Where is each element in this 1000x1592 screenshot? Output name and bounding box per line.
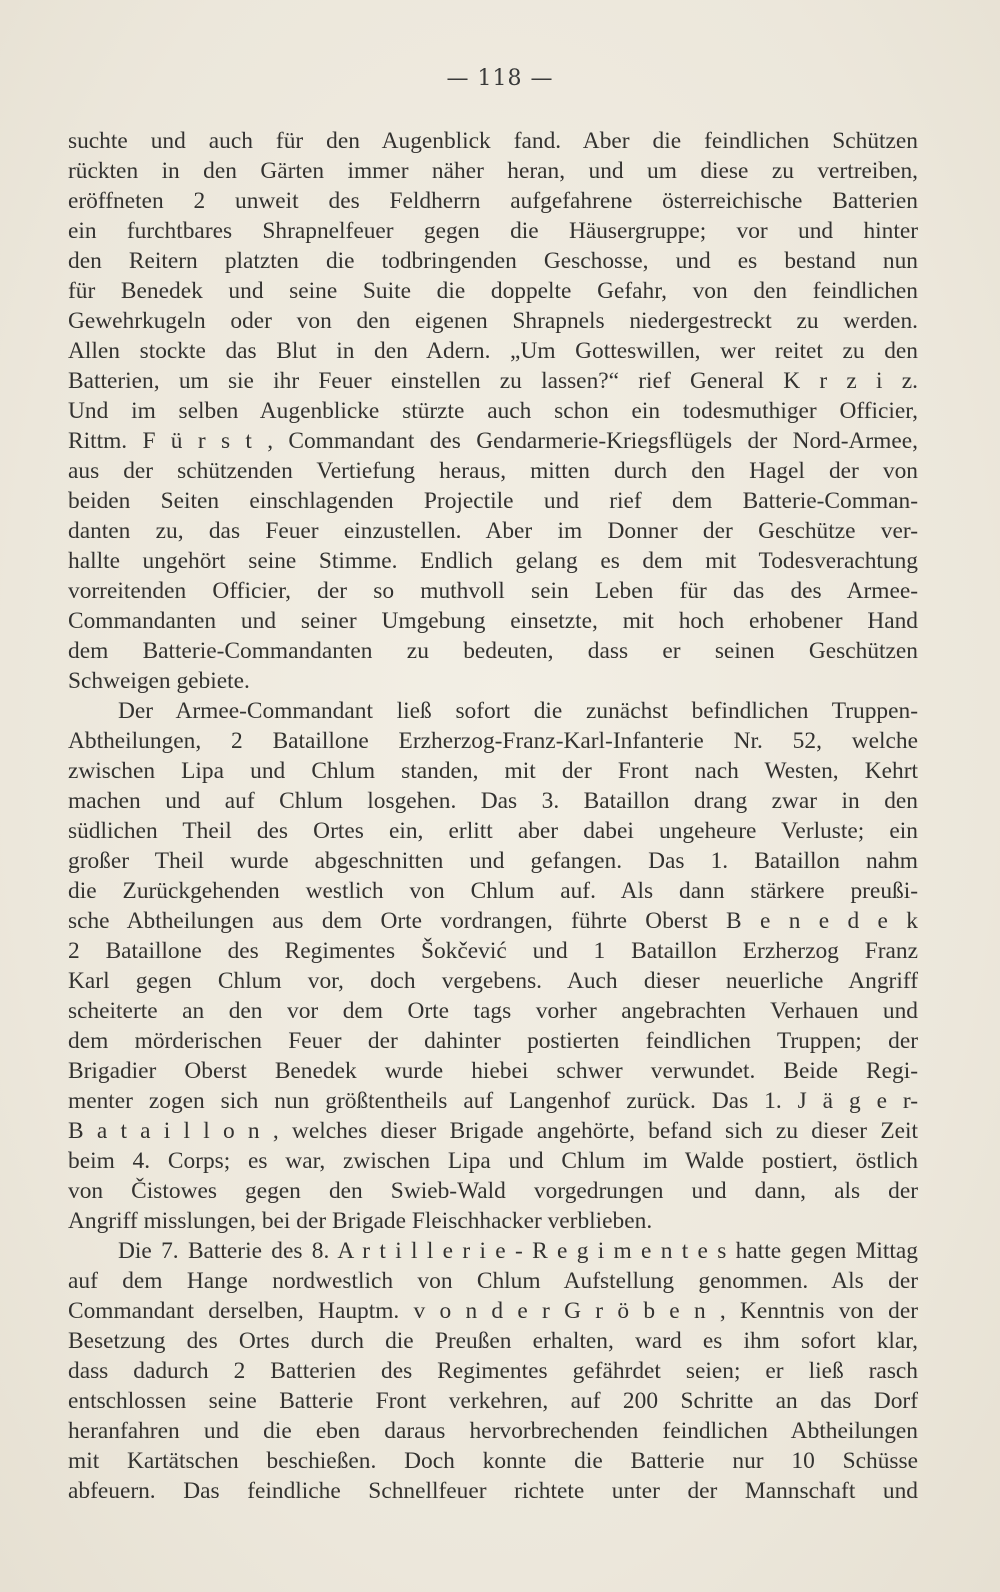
- text-line: ein furchtbares Shrapnelfeuer gegen die Häusergruppe; vor und hinter: [68, 218, 918, 244]
- text-line: menter zogen sich nun größtentheils auf Langenhof zurück. Das 1. J ä g e r-: [68, 1088, 918, 1114]
- text-line: Karl gegen Chlum vor, doch vergebens. Auch dieser neuerliche Angriff: [68, 968, 918, 994]
- text-line: die Zurückgehenden westlich von Chlum auf. Als dann stärkere preußi-: [68, 878, 918, 904]
- paragraph: [68, 126, 918, 696]
- text-line: B a t a i l l o n , welches dieser Brigade angehörte, befand sich zu dieser Zeit: [68, 1118, 918, 1144]
- text-line: Und im selben Augenblicke stürzte auch schon ein todesmuthiger Officier,: [68, 398, 918, 424]
- text-line: für Benedek und seine Suite die doppelte Gefahr, von den feindlichen: [68, 278, 918, 304]
- text-line: scheiterte an den vor dem Orte tags vorher angebrachten Verhauen und: [68, 998, 918, 1024]
- text-line: Rittm. F ü r s t , Commandant des Gendarmerie-Kriegsflügels der Nord-Armee,: [68, 428, 918, 454]
- text-line: Angriff misslungen, bei der Brigade Fleischhacker verblieben.: [68, 1208, 653, 1234]
- text-line: auf dem Hange nordwestlich von Chlum Aufstellung genommen. Als der: [68, 1268, 918, 1294]
- paragraph: [68, 1236, 918, 1506]
- body-text: [68, 126, 918, 1506]
- text-line: großer Theil wurde abgeschnitten und gefangen. Das 1. Bataillon nahm: [68, 848, 918, 874]
- text-line: vorreitenden Officier, der so muthvoll sein Leben für das des Armee-: [68, 578, 918, 604]
- text-line: Gewehrkugeln oder von den eigenen Shrapnels niedergestreckt zu werden.: [68, 308, 918, 334]
- text-line: suchte und auch für den Augenblick fand. Aber die feindlichen Schützen: [68, 128, 918, 154]
- text-line: Die 7. Batterie des 8. A r t i l l e r i e - R e g i m e n t e s hatte gegen Mittag: [118, 1238, 918, 1264]
- text-line: Schweigen gebiete.: [68, 668, 250, 694]
- page-number: — 118 —: [446, 66, 554, 91]
- text-line: dem mörderischen Feuer der dahinter postierten feindlichen Truppen; der: [68, 1028, 918, 1054]
- text-line: Besetzung des Ortes durch die Preußen erhalten, ward es ihm sofort klar,: [68, 1328, 918, 1354]
- text-line: sche Abtheilungen aus dem Orte vordrangen, führte Oberst B e n e d e k: [68, 908, 918, 934]
- text-line: Abtheilungen, 2 Bataillone Erzherzog-Franz-Karl-Infanterie Nr. 52, welche: [68, 728, 918, 754]
- text-line: dass dadurch 2 Batterien des Regimentes gefährdet seien; er ließ rasch: [68, 1358, 918, 1384]
- text-line: den Reitern platzten die todbringenden Geschosse, und es bestand nun: [68, 248, 918, 274]
- text-line: eröffneten 2 unweit des Feldherrn aufgefahrene österreichische Batterien: [68, 188, 918, 214]
- text-line: südlichen Theil des Ortes ein, erlitt aber dabei ungeheure Verluste; ein: [68, 818, 918, 844]
- text-line: rückten in den Gärten immer näher heran, und um diese zu vertreiben,: [68, 158, 918, 184]
- text-line: danten zu, das Feuer einzustellen. Aber im Donner der Geschütze ver-: [68, 518, 918, 544]
- paragraph: [68, 696, 918, 1236]
- text-line: Batterien, um sie ihr Feuer einstellen zu lassen?“ rief General K r z i z.: [68, 368, 918, 394]
- text-line: beim 4. Corps; es war, zwischen Lipa und Chlum im Walde postiert, östlich: [68, 1148, 918, 1174]
- text-line: Allen stockte das Blut in den Adern. „Um Gotteswillen, wer reitet zu den: [68, 338, 918, 364]
- text-line: zwischen Lipa und Chlum standen, mit der Front nach Westen, Kehrt: [68, 758, 918, 784]
- text-line: dem Batterie-Commandanten zu bedeuten, dass er seinen Geschützen: [68, 638, 918, 664]
- text-line: Commandant derselben, Hauptm. v o n d e r G r ö b e n , Kenntnis von der: [68, 1298, 918, 1324]
- text-line: heranfahren und die eben daraus hervorbrechenden feindlichen Abtheilungen: [68, 1418, 918, 1444]
- text-line: 2 Bataillone des Regimentes Šokčević und 1 Bataillon Erzherzog Franz: [68, 938, 918, 964]
- text-line: hallte ungehört seine Stimme. Endlich gelang es dem mit Todesverachtung: [68, 548, 918, 574]
- text-line: von Čistowes gegen den Swieb-Wald vorgedrungen und dann, als der: [68, 1178, 918, 1204]
- text-line: mit Kartätschen beschießen. Doch konnte die Batterie nur 10 Schüsse: [68, 1448, 918, 1474]
- text-line: entschlossen seine Batterie Front verkehren, auf 200 Schritte an das Dorf: [68, 1388, 918, 1414]
- text-line: beiden Seiten einschlagenden Projectile und rief dem Batterie-Comman-: [68, 488, 918, 514]
- text-line: aus der schützenden Vertiefung heraus, mitten durch den Hagel der von: [68, 458, 918, 484]
- text-line: Der Armee-Commandant ließ sofort die zunächst befindlichen Truppen-: [118, 698, 918, 724]
- text-line: Commandanten und seiner Umgebung einsetzte, mit hoch erhobener Hand: [68, 608, 918, 634]
- text-line: abfeuern. Das feindliche Schnellfeuer richtete unter der Mannschaft und: [68, 1478, 918, 1504]
- text-line: machen und auf Chlum losgehen. Das 3. Bataillon drang zwar in den: [68, 788, 918, 814]
- text-line: Brigadier Oberst Benedek wurde hiebei schwer verwundet. Beide Regi-: [68, 1058, 918, 1084]
